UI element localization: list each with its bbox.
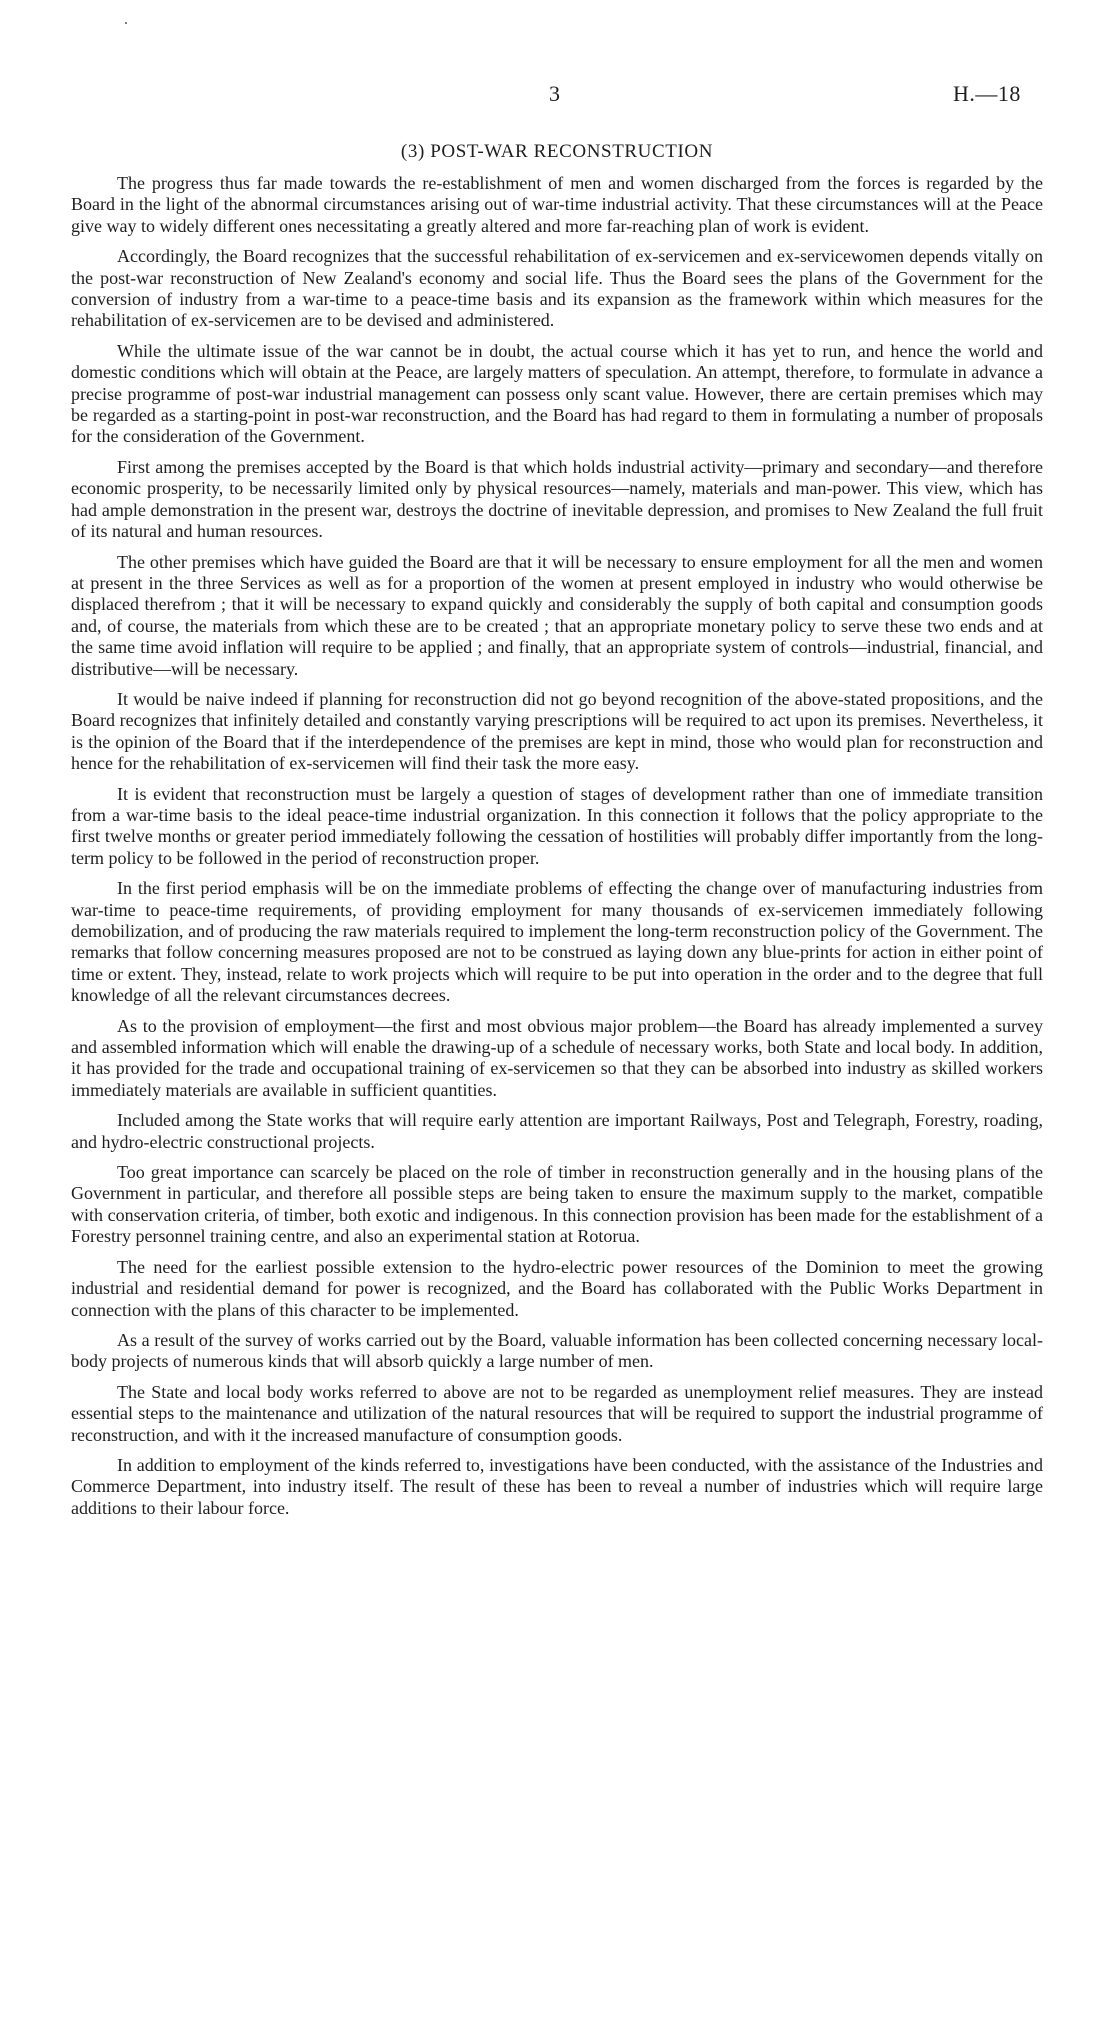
paragraph-9: As to the provision of employment—the first and most obvious major problem—the Board has already implemented a survey and assembled information which will enable the drawing-up of a schedule of necessary works, both State and local body. In addition, it has provided for the trade and occupational training of ex-servicemen so that they can be absorbed into industry as skilled workers immediately materials are available in sufficient quantities.: [71, 1015, 1043, 1100]
paragraph-8: In the first period emphasis will be on the immediate problems of effecting the change over of manufacturing industries from war-time to peace-time requirements, of providing employment for many thousands of ex-servicemen immediately following demobilization, and of producing the raw materials required to implement the long-term reconstruction policy of the Government. The remarks that follow concerning measures proposed are not to be construed as laying down any blue-prints for action in either point of time or extent. They, instead, relate to work projects which will require to be put into operation in the order and to the degree that full knowledge of all the relevant circumstances decrees.: [71, 878, 1043, 1006]
paragraph-3: While the ultimate issue of the war cannot be in doubt, the actual course which it has yet to run, and hence the world and domestic conditions which will obtain at the Peace, are largely matters of speculation. An attempt, therefore, to formulate in advance a precise programme of post-war industrial management can possess only scant value. However, there are certain premises which may be regarded as a starting-point in post-war reconstruction, and the Board has had regard to them in formulating a number of proposals for the consideration of the Government.: [71, 340, 1043, 447]
paragraph-14: The State and local body works referred to above are not to be regarded as unemployment relief measures. They are instead essential steps to the maintenance and utilization of the natural resources that will be required to support the industrial programme of reconstruction, and with it the increased manufacture of consumption goods.: [71, 1381, 1043, 1445]
paragraph-1: The progress thus far made towards the re-establishment of men and women discharged from the forces is regarded by the Board in the light of the abnormal circumstances arising out of war-time industrial activity. That these circumstances will at the Peace give way to widely different ones necessitating a greatly altered and more far-reaching plan of work is evident.: [71, 173, 1043, 236]
paragraph-2: Accordingly, the Board recognizes that the successful rehabilitation of ex-servicemen and ex-servicewomen depends vitally on the post-war reconstruction of New Zealand's economy and social life. Thus the Board sees the plans of the Government for the conversion of industry from a war-time to a peace-time basis and its expansion as the framework within which measures for the rehabilitation of ex-servicemen are to be devised and administered.: [71, 246, 1043, 331]
paragraph-4: First among the premises accepted by the Board is that which holds industrial activity—primary and secondary—and therefore economic prosperity, to be necessarily limited only by physical resources—namely, materials and man-power. This view, which has had ample demonstration in the present war, destroys the doctrine of inevitable depression, and promises to New Zealand the full fruit of its natural and human resources.: [71, 456, 1043, 542]
page-number: 3: [549, 81, 560, 106]
scan-speck: [125, 22, 127, 24]
paragraph-12: The need for the earliest possible extension to the hydro-electric power resources of the Dominion to meet the growing industrial and residential demand for power is recognized, and the Board has collaborated with the Public Works Department in connection with the plans of this character to be implemented.: [71, 1256, 1043, 1320]
document-code: H.—18: [953, 81, 1021, 106]
paragraph-15: In addition to employment of the kinds referred to, investigations have been conducted, with the assistance of the Industries and Commerce Department, into industry itself. The result of these has been to reveal a number of industries which will require large additions to their labour force.: [71, 1454, 1043, 1518]
body-text: [71, 173, 1043, 1528]
paragraph-13: As a result of the survey of works carried out by the Board, valuable information has been collected concerning necessary local-body projects of numerous kinds that will absorb quickly a large number of men.: [71, 1329, 1043, 1372]
paragraph-7: It is evident that reconstruction must be largely a question of stages of development rather than one of immediate transition from a war-time basis to the ideal peace-time industrial organization. In this connection it follows that the policy appropriate to the first twelve months or greater period immediately following the cessation of hostilities will probably differ importantly from the long-term policy to be followed in the period of reconstruction proper.: [71, 783, 1043, 868]
paragraph-6: It would be naive indeed if planning for reconstruction did not go beyond recognition of the above-stated propositions, and the Board recognizes that infinitely detailed and constantly varying prescriptions will be required to act upon its premises. Nevertheless, it is the opinion of the Board that if the interdependence of the premises are kept in mind, those who would plan for reconstruction and hence for the rehabilitation of ex-servicemen will find their task the more easy.: [71, 688, 1043, 774]
section-title: (3) POST-WAR RECONSTRUCTION: [400, 141, 714, 162]
paragraph-10: Included among the State works that will require early attention are important Railways, Post and Telegraph, Forestry, roading, and hydro-electric constructional projects.: [71, 1110, 1043, 1152]
paragraph-11: Too great importance can scarcely be placed on the role of timber in reconstruction generally and in the housing plans of the Government in particular, and therefore all possible steps are being taken to ensure the maximum supply to the market, compatible with conservation criteria, of timber, both exotic and indigenous. In this connection provision has been made for the establishment of a Forestry personnel training centre, and also an experimental station at Rotorua.: [71, 1162, 1043, 1247]
paragraph-5: The other premises which have guided the Board are that it will be necessary to ensure employment for all the men and women at present in the three Services as well as for a proportion of the women at present employed in industry who would otherwise be displaced therefrom ; that it will be necessary to expand quickly and considerably the supply of both capital and consumption goods and, of course, the materials from which these are to be created ; that an appropriate monetary policy to serve these two ends and at the same time avoid inflation will require to be applied ; and finally, that an appropriate system of controls—industrial, financial, and distributive—will be necessary.: [71, 551, 1043, 679]
